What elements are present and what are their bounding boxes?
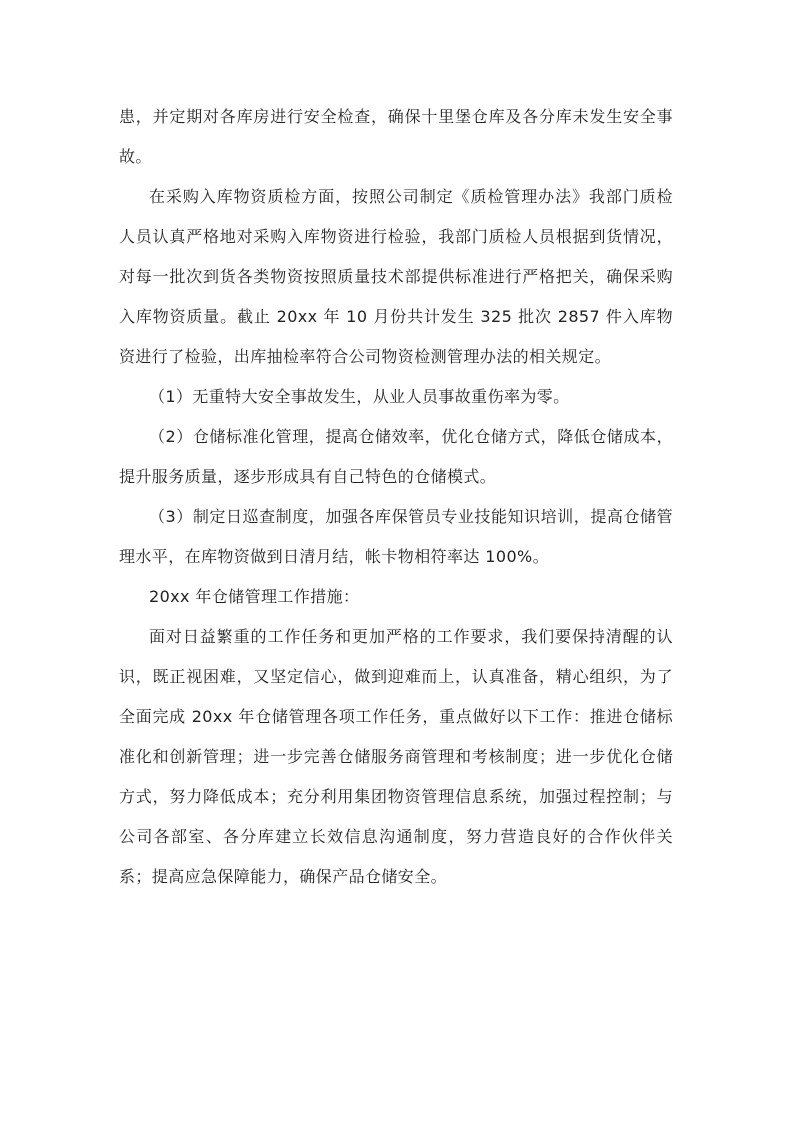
paragraph-item-2: （2）仓储标准化管理，提高仓储效率，优化仓储方式，降低仓储成本，提升服务质量，逐步形成具有自己特色的仓储模式。 xyxy=(119,427,673,486)
paragraph-safety-inspection: 患，并定期对各库房进行安全检查，确保十里堡仓库及各分库未发生安全事故。 xyxy=(119,107,673,166)
section-heading-measures: 20xx 年仓储管理工作措施： xyxy=(149,587,360,606)
paragraph-item-3: （3）制定日巡查制度，加强各库保管员专业技能知识培训，提高仓储管理水平，在库物资做到日清月结，帐卡物相符率达 100%。 xyxy=(119,507,673,566)
paragraph-quality-inspection: 在采购入库物资质检方面，按照公司制定《质检管理办法》我部门质检人员认真严格地对采购入库物资进行检验，我部门质检人员根据到货情况，对每一批次到货各类物资按照质量技术部提供标准进行严格把关，确保采购入库物资质量。截止 20xx 年 10 月份共计发生 325 批次 2857 件入库物资进行了检验，出库抽检率符合公司物资检测管理办法的相关规定。 xyxy=(119,187,673,366)
document-body xyxy=(119,97,673,897)
paragraph-item-1: （1）无重特大安全事故发生，从业人员事故重伤率为零。 xyxy=(149,387,570,406)
paragraph-measures: 面对日益繁重的工作任务和更加严格的工作要求，我们要保持清醒的认识，既正视困难，又坚定信心，做到迎难而上，认真准备，精心组织，为了全面完成 20xx 年仓储管理各项工作任务，重点做好以下工作：推进仓储标准化和创新管理；进一步完善仓储服务商管理和考核制度；进一步优化仓储方式，努力降低成本；充分利用集团物资管理信息系统，加强过程控制；与公司各部室、各分库建立长效信息沟通制度，努力营造良好的合作伙伴关系；提高应急保障能力，确保产品仓储安全。 xyxy=(119,627,673,886)
